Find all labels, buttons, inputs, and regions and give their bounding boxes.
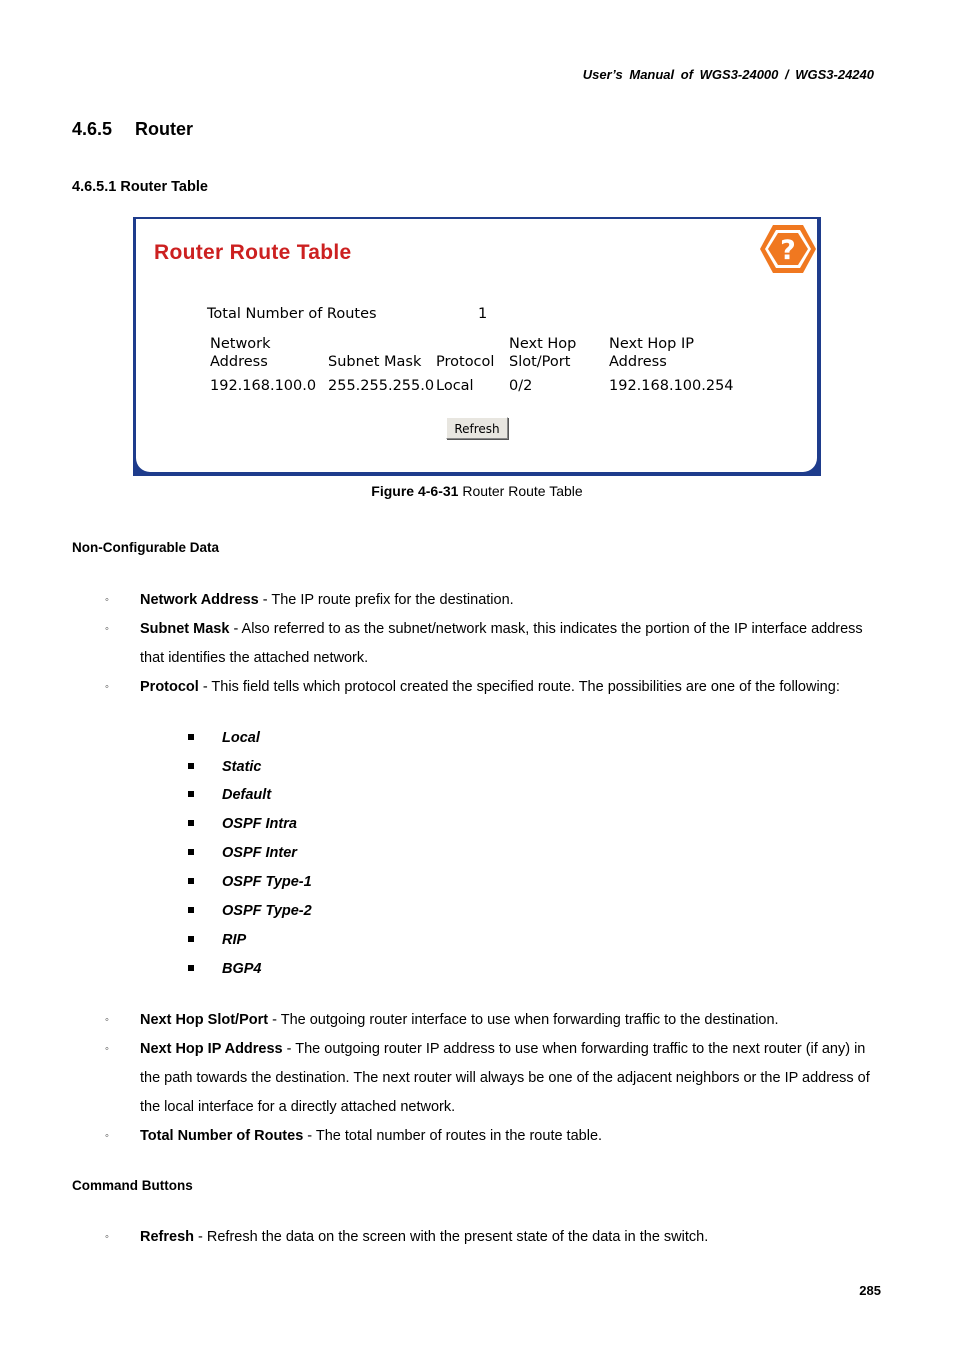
protocol-option: OSPF Intra [222,816,297,832]
non-configurable-heading: Non-Configurable Data [72,540,219,555]
list-bullet: ◦ [105,681,109,693]
page-header: User’s Manual of WGS3-24000 / WGS3-24240 [582,67,874,82]
col-nexthopip-1: Next Hop IP [609,336,694,352]
screenshot-panel [136,219,817,472]
total-routes-value: 1 [478,306,488,322]
term: Refresh [140,1229,194,1245]
square-bullet [188,907,194,913]
list-item-subnet-mask [140,615,885,673]
list-item-network-address [140,586,885,615]
term: Next Hop IP Address [140,1041,283,1057]
section-title: Router [135,119,193,139]
col-nexthop-1: Next Hop [509,336,577,352]
protocol-option: OSPF Type-2 [222,903,312,919]
cell-network: 192.168.100.0 [210,378,317,394]
list-item-next-hop-slot-port [140,1006,885,1035]
section-heading [72,119,193,140]
col-nexthopip-2: Address [609,354,667,370]
panel-title: Router Route Table [154,241,352,264]
caption-text: Router Route Table [458,483,583,499]
figure-caption [0,483,954,499]
svg-text:?: ? [780,235,796,266]
list-item-protocol [140,673,885,702]
refresh-button[interactable]: Refresh [446,417,508,439]
protocol-option: OSPF Inter [222,845,297,861]
subsection-heading: 4.6.5.1 Router Table [72,179,208,195]
protocol-option: Local [222,730,260,746]
cell-protocol: Local [436,378,474,394]
term: Protocol [140,679,199,695]
desc: - The IP route prefix for the destination. [258,592,514,608]
command-buttons-heading: Command Buttons [72,1178,193,1193]
cell-subnet: 255.255.255.0 [328,378,435,394]
term: Next Hop Slot/Port [140,1012,269,1028]
caption-label: Figure 4-6-31 [371,483,459,499]
square-bullet [188,734,194,740]
term: Network Address [140,592,259,608]
list-item-refresh [140,1223,885,1252]
protocol-option: BGP4 [222,961,262,977]
list-bullet: ◦ [105,1014,109,1026]
list-bullet: ◦ [105,1231,109,1243]
square-bullet [188,791,194,797]
protocol-option: Default [222,787,272,803]
section-number: 4.6.5 [72,119,113,139]
col-subnet: Subnet Mask [328,354,422,370]
desc: - The outgoing router IP address to use when forwarding traffic to the next router (if any) in the path towards the destination. The next router will always be one of the adjacent neighbors or the IP address of the local interface for a directly attached network. [140,1041,870,1115]
desc: - The outgoing router interface to use when forwarding traffic to the destination. [268,1012,779,1028]
term: Total Number of Routes [140,1128,304,1144]
list-item-total-routes [140,1122,885,1151]
square-bullet [188,849,194,855]
list-bullet: ◦ [105,1130,109,1142]
term: Subnet Mask [140,621,230,637]
cell-slot-port: 0/2 [509,378,533,394]
col-network-2: Address [210,354,268,370]
list-bullet: ◦ [105,594,109,606]
protocol-option: Static [222,759,262,775]
page-number: 285 [859,1283,881,1298]
protocol-option: OSPF Type-1 [222,874,312,890]
col-nexthop-2: Slot/Port [509,354,571,370]
list-bullet: ◦ [105,623,109,635]
square-bullet [188,878,194,884]
list-bullet: ◦ [105,1043,109,1055]
col-protocol: Protocol [436,354,495,370]
square-bullet [188,820,194,826]
square-bullet [188,936,194,942]
help-question-icon[interactable] [758,223,818,275]
router-route-table-screenshot [133,217,821,476]
square-bullet [188,965,194,971]
cell-next-hop-ip: 192.168.100.254 [609,378,734,394]
desc: - The total number of routes in the route table. [303,1128,603,1144]
protocol-option: RIP [222,932,247,948]
desc: - This field tells which protocol created the specified route. The possibilities are one of the following: [198,679,840,695]
col-network-1: Network [210,336,271,352]
square-bullet [188,763,194,769]
total-routes-label: Total Number of Routes [207,306,377,322]
list-item-next-hop-ip [140,1035,885,1122]
desc: - Also referred to as the subnet/network mask, this indicates the portion of the IP interface address that identifies the attached network. [140,621,863,666]
desc: - Refresh the data on the screen with the present state of the data in the switch. [194,1229,709,1245]
